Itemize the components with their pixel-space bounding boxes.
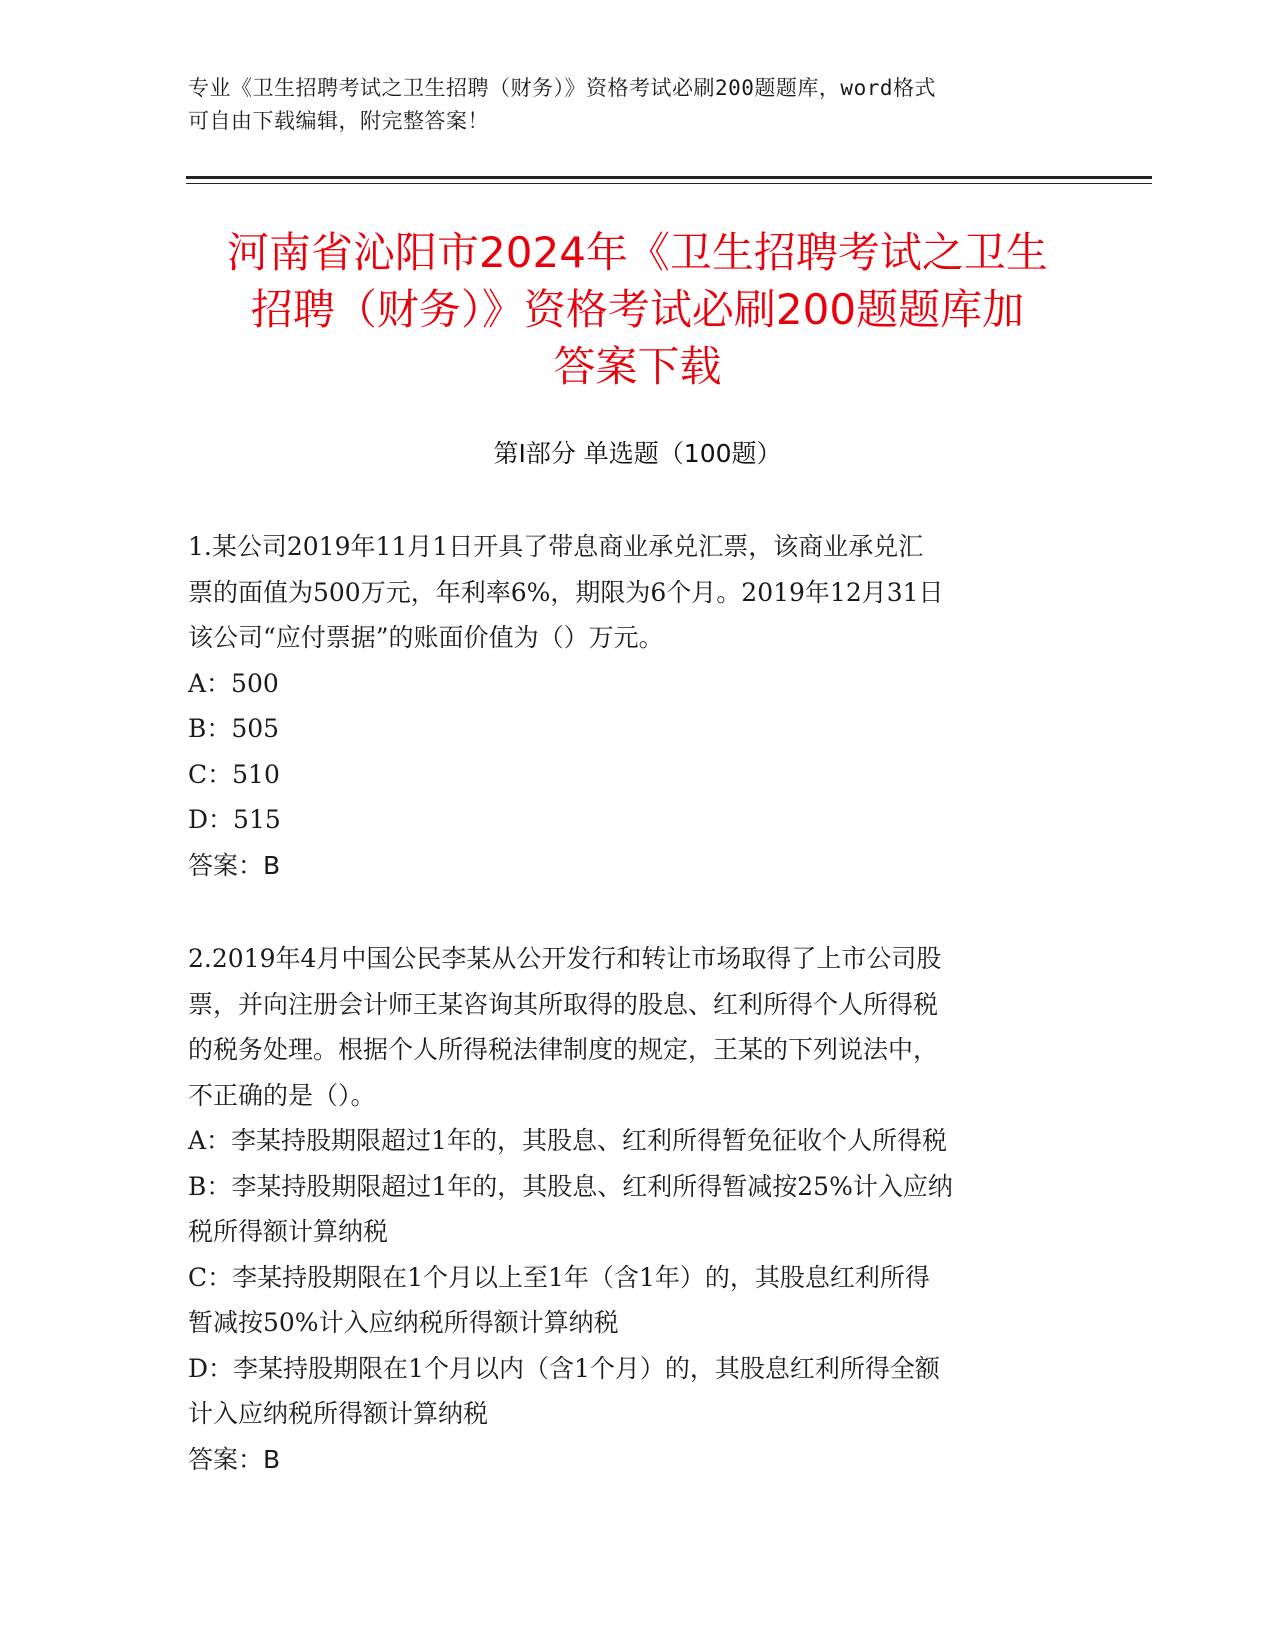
question-stem-line: 不正确的是（）。 <box>188 1080 376 1110</box>
answer-line: 答案：B <box>188 1444 281 1474</box>
header-note-line: 专业《卫生招聘考试之卫生招聘（财务）》资格考试必刷200题题库，word格式 <box>188 76 936 100</box>
question-stem-line: 票的面值为500万元，年利率6%，期限为6个月。2019年12月31日 <box>188 577 944 607</box>
question-stem-line: 该公司“应付票据”的账面价值为（）万元。 <box>188 623 664 652</box>
header-note-line: 可自由下载编辑，附完整答案！ <box>188 109 489 133</box>
option-c: C：李某持股期限在1个月以上至1年（含1年）的，其股息红利所得 <box>188 1262 930 1292</box>
option-b: B：505 <box>188 714 280 743</box>
question-stem-line: 2.2019年4月中国公民李某从公开发行和转让市场取得了上市公司股 <box>188 944 942 973</box>
option-b-continued: 税所得额计算纳税 <box>188 1217 389 1246</box>
title-line: 河南省沁阳市2024年《卫生招聘考试之卫生 <box>227 228 1048 277</box>
section-heading: 第I部分 单选题（100题） <box>493 439 782 468</box>
answer-line: 答案：B <box>188 850 281 880</box>
question-stem-line: 1.某公司2019年11月1日开具了带息商业承兑汇票，该商业承兑汇 <box>188 532 924 561</box>
option-a: A：500 <box>188 668 279 698</box>
document-header-note <box>188 72 1088 138</box>
question-block <box>188 524 1088 888</box>
document-title <box>160 224 1115 395</box>
question-stem-line: 的税务处理。根据个人所得税法律制度的规定，王某的下列说法中， <box>188 1035 939 1064</box>
option-d: D：李某持股期限在1个月以内（含1个月）的，其股息红利所得全额 <box>188 1353 940 1383</box>
title-line: 招聘（财务）》资格考试必刷200题题库加 <box>250 285 1025 334</box>
header-divider-thin <box>186 183 1152 184</box>
question-stem-line: 票，并向注册会计师王某咨询其所取得的股息、红利所得个人所得税 <box>188 989 939 1019</box>
option-a: A：李某持股期限超过1年的，其股息、红利所得暂免征收个人所得税 <box>188 1126 947 1155</box>
option-b: B：李某持股期限超过1年的，其股息、红利所得暂减按25%计入应纳 <box>188 1171 953 1201</box>
option-d-continued: 计入应纳税所得额计算纳税 <box>188 1399 489 1428</box>
header-divider-thick <box>186 176 1152 179</box>
title-line: 答案下载 <box>553 342 722 391</box>
option-d: D：515 <box>188 805 281 834</box>
option-c-continued: 暂减按50%计入应纳税所得额计算纳税 <box>188 1308 619 1337</box>
option-c: C：510 <box>188 759 280 789</box>
question-block <box>188 936 1088 1482</box>
